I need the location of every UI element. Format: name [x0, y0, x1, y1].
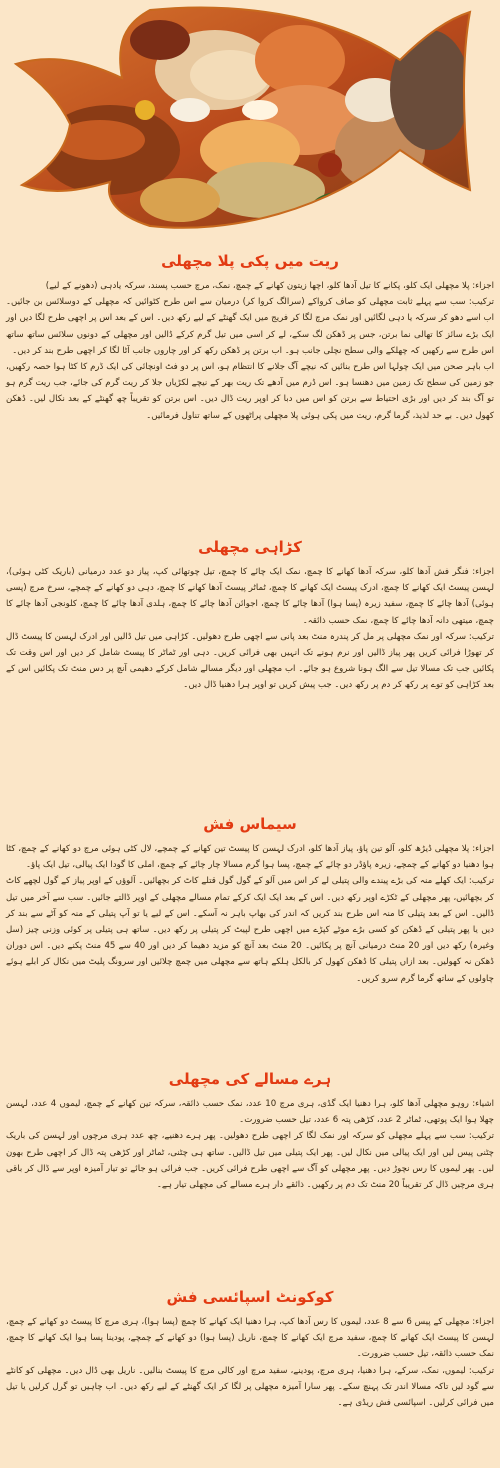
recipe-title: کڑاہی مچھلی	[198, 538, 302, 556]
recipe-title: کوکونٹ اسپائسی فش	[166, 1288, 334, 1306]
recipe-karahi-fish	[6, 538, 494, 694]
ingredients-paragraph: اشیاء: روہو مچھلی آدھا کلو، ہرا دھنیا ایک گڈی، ہری مرچ 10 عدد، نمک حسب ذائقہ، سرکہ تین کھانے کے چمچ، لیموں 4 عدد، لہسن چھلا ہوا ایک پوتھی، ٹماٹر 2 عدد، کڑھی پتہ 6 عدد، تیل حسب ضرورت۔	[6, 1099, 494, 1126]
fish-hero-image	[0, 0, 500, 238]
recipe-coconut-spicy-fish	[6, 1288, 494, 1411]
method-paragraph: ترکیب: سب سے پہلے مچھلی کو سرکہ اور نمک لگا کر اچھی طرح دھولیں۔ پھر ہرے دھنیے، چھ عدد ہری مرچوں اور لہسن کی باریک چٹنی پیس لیں اور ایک پیالی میں نکال لیں۔ پھر ایک پتیلی میں تیل ڈالیں۔ ساتھ ہی چٹنی، ٹماٹر اور کڑھی پتہ ڈال کر اچھی طرح بھون لیں۔ پھر لیموں کا رس نچوڑ دیں۔ پھر مچھلی کو آگ سے اچھی طرح فرائی کریں۔ جب فرائی ہو جائے تو تیار آمیزہ اوپر سے ڈال کر باقی ہری مرچیں ڈال کر تقریباً 20 منٹ تک دم پر رکھیں۔ ذائقے دار ہرے مسالے کی مچھلی تیار ہے۔	[6, 1131, 494, 1191]
recipe-green-masala-fish	[6, 1070, 494, 1193]
method-paragraph: ترکیب: سب سے پہلے ثابت مچھلی کو صاف کرواکے (سرالگ کروا کر) درمیان سے اس طرح کٹوائیں کہ مچھلی کے دوسلائس بن جائیں۔ اب اسے دھو کر سرکہ یا دہی لگائیں اور نمک مرچ لگا کر فریج میں ایک گھنٹے کے لیے رکھ دیں۔ اس کے بعد اس پر اچھی طرح لگا دیں اور ایک بڑے سائز کا تھالی نما برتن، جس پر ڈھکن لگ سکے، لے کر اسی میں تیل گرم کرکے ڈالیں اور مچھلی کے دونوں سلائس ساتھ ساتھ اس طرح سے رکھیں کہ چھلکے والی سطح نچلی جانب ہو۔ اب برتن پر ڈھکن رکھ کر اور چاروں جانب آٹا لگا کر اچھی طرح بند کر دیں۔	[6, 297, 494, 356]
recipe-simas-fish	[6, 815, 494, 987]
ingredients-paragraph: اجزاء: پلا مچھلی ڈیڑھ کلو، آلو تین پاؤ، پیاز آدھا کلو، ادرک لہسن کا پیسٹ تین کھانے کے چمچے، لال کٹی ہوئی مرچ دو کھانے کے چمچ، کٹا ہوا دھنیا دو کھانے کے چمچے، زیرہ پاؤڈر دو چائے کے چمچ، پسا ہوا گرم مسالا چار چائے کے چمچ، املی کا گودا ایک پیالی، تیل ایک پاؤ۔	[6, 844, 494, 871]
ingredients-paragraph: اجزاء: پلا مچھلی ایک کلو، پکانے کا تیل آدھا کلو، اچھا زیتون کھانے کے چمچ، نمک، مرچ حسب پسند، سرکہ یادہی (دھونے کے لیے)	[45, 281, 494, 291]
method-paragraph-2: اب باہر صحن میں ایک چولہا اس طرح بنائیں کہ نیچے آگ جلانے کا انتظام ہو، اس پر دو فٹ اونچائی کی ایک ڈرم کا کٹا ہوا حصہ رکھیں، جو زمین کی سطح تک زمین میں دھنسا ہو۔ اس ڈرم میں آدھے تک ریت بھر کے نیچے لکڑیاں جلا کر ریت گرم کی جائے، جب ریت گرم ہو تو آگ بند کر دیں اور بڑی احتیاط سے برتن کو اس میں دبا کر اوپر ریت ڈال دیں۔ اس برتن کو تقریباً چھ گھنٹے کے بعد نکال لیں۔ ڈھکن کھول دیں۔ بے حد لذیذ، گرما گرم، ریت میں پکی ہوئی پلا مچھلی پراٹھوں کے ساتھ تناول فرمائیں۔	[6, 362, 494, 421]
recipe-title: ہرے مسالے کی مچھلی	[168, 1070, 332, 1088]
method-paragraph: ترکیب: ایک کھلے منہ کی بڑے پیندے والی پتیلی لے کر اس میں آلو کے گول گول قتلے کاٹ کر بچھائیں۔ آلوؤں کے اوپر پیاز کے گول لچھے کاٹ کر بچھائیں، پھر مچھلی کے ٹکڑے اوپر رکھ دیں۔ اس کے بعد ایک ایک کرکے تمام مسالے مچھلی کے اوپر ڈالتے جائیں۔ سب سے آخر میں تیل ڈالیں۔ اس کے بعد پتیلی کا منہ اس طرح بند کریں کہ اندر کی بھاپ باہر نہ آسکے۔ اس کے لیے یا تو آپ پتیلی کے منہ کو آٹے سے بند کر دیں یا پھر پتیلی کے ڈھکن کو کسی بڑے موٹے کپڑے میں اچھی طرح لپیٹ کر پتیلی پر رکھ دیں۔ ساتھ ہی پتیلی پر کوئی وزنی چیز (سل وغیرہ) رکھ دیں اور 20 منٹ درمیانی آنچ پر پکائیں۔ 20 منٹ بعد آنچ کو مزید دھیما کر دیں اور 40 سے 45 منٹ پکنے دیں۔ اس دوران ڈھکن نہ کھولیں۔ بعد ازاں پتیلی کا ڈھکن کھول کر بالکل ہلکے ہاتھ سے مچھلی میں چمچ چلائیں اور سرونگ پلیٹ میں نکال کر ابلے ہوئے چاولوں کے ساتھ گرما گرم سرو کریں۔	[6, 876, 495, 984]
recipe-title: ریت میں پکی پلا مچھلی	[161, 252, 339, 270]
recipe-sand-baked-fish	[6, 252, 494, 424]
ingredients-paragraph: اجزاء: مچھلی کے پیس 6 سے 8 عدد، لیموں کا رس آدھا کپ، ہرا دھنیا ایک کھانے کا چمچ (پسا ہوا)، ہری مرچ کا پیسٹ دو کھانے کے چمچ، لہسن کا پیسٹ ایک کھانے کا چمچ، سفید مرچ ایک کھانے کا چمچ، ناریل (پسا ہوا) دو کھانے کے چمچے، پودینا پسا ہوا ایک کھانے کا چمچ، نمک حسب ذائقہ، تیل حسب ضرورت۔	[6, 1317, 494, 1360]
recipe-title: سیماس فش	[203, 815, 297, 833]
ingredients-paragraph: اجزاء: فنگر فش آدھا کلو، سرکہ آدھا کھانے کا چمچ، نمک ایک چائے کا چمچ، تیل چوتھائی کپ، پیاز دو عدد درمیانی (باریک کٹی ہوئی)، لہسن پیسٹ ایک کھانے کا چمچ، ادرک پیسٹ ایک کھانے کا چمچ، ٹماٹر پیسٹ آدھا کھانے کا چمچ، دہی دو کھانے کے چمچے، سرخ مرچ (پسی ہوئی) آدھا چائے کا چمچ، سفید زیرہ (پسا ہوا) آدھا چائے کا چمچ، اجوائن آدھا چائے کا چمچ، ہلدی آدھا چائے کا چمچ، کلونجی آدھا چائے کا چمچ، میتھی دانہ آدھا چائے کا چمچ، نمک حسب ذائقہ۔	[6, 567, 494, 626]
method-paragraph: ترکیب: لیموں، نمک، سرکے، ہرا دھنیا، ہری مرچ، پودینے، سفید مرچ اور کالی مرچ کا پیسٹ بنالیں۔ ناریل بھی ڈال دیں۔ مچھلی کو کانٹے سے گود لیں تاکہ مسالا اندر تک پہنچ سکے۔ پھر سارا آمیزہ مچھلی پر لگا کر ایک گھنٹے کے لیے رکھ دیں۔ اب چاہیں تو گرل کرلیں یا تیل میں فرائی کرلیں۔ اسپائسی فش ریڈی ہے۔	[6, 1365, 494, 1409]
method-paragraph: ترکیب: سرکہ اور نمک مچھلی پر مل کر پندرہ منٹ بعد پانی سے اچھی طرح دھولیں۔ کڑاہی میں تیل ڈالیں اور ادرک لہسن کا پیسٹ ڈال کر تھوڑا فرائی کریں پھر پیاز ڈالیں اور نرم ہونے تک انہیں بھی فرائی کریں۔ دہی اور ٹماٹر کا پیسٹ شامل کر دیں اور اس وقت تک پکائیں جب تک مسالا تیل سے الگ ہونا شروع ہو جائے۔ اب مچھلی اور دیگر مسالے شامل کرکے دھیمی آنچ پر دس منٹ تک پکائیں اس کے بعد کڑاہی کو توے پر رکھ کر دم پر رکھ دیں۔ جب پیش کریں تو اوپر ہرا دھنیا ڈال دیں۔	[6, 631, 494, 691]
